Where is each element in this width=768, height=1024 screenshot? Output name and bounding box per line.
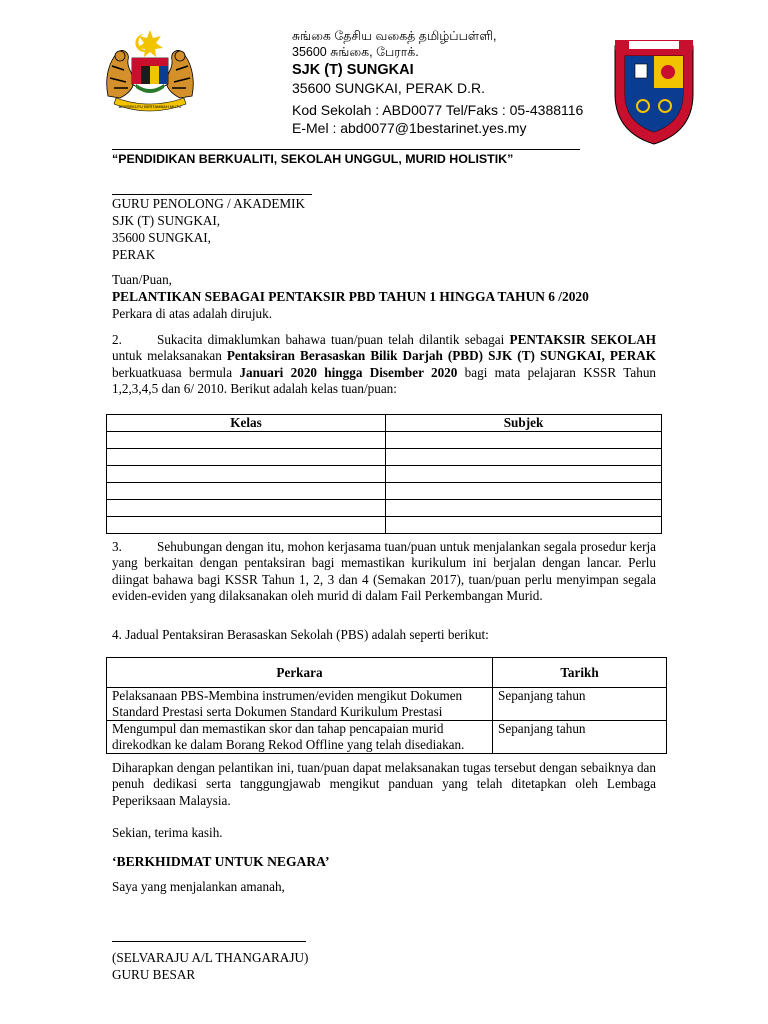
schedule-table <box>106 657 667 754</box>
table-row <box>107 721 667 754</box>
school-address: 35600 SUNGKAI, PERAK D.R. <box>292 80 485 96</box>
malaysia-coat-of-arms-icon <box>100 26 200 116</box>
recipient-line-1: GURU PENOLONG / AKADEMIK <box>112 196 306 211</box>
subject-cell[interactable] <box>386 449 662 466</box>
subject-cell[interactable] <box>386 466 662 483</box>
subject-cell[interactable] <box>386 517 662 534</box>
perkara-header: Perkara <box>107 658 493 688</box>
subject-cell[interactable] <box>386 432 662 449</box>
school-name: SJK (T) SUNGKAI <box>292 62 414 78</box>
perkara-cell: Pelaksanaan PBS-Membina instrumen/eviden mengikut Dokumen Standard Prestasi serta Dokumen Standard Kurikulum Prestasi <box>107 688 493 721</box>
class-cell[interactable] <box>107 483 386 500</box>
school-address-tamil: 35600 சுங்கை, பேராக். <box>292 45 419 59</box>
trust-line: Saya yang menjalankan amanah, <box>112 879 285 894</box>
school-contact: Kod Sekolah : ABD0077 Tel/Faks : 05-4388116 <box>292 102 584 118</box>
table-row <box>107 449 662 466</box>
subject-cell[interactable] <box>386 500 662 517</box>
header-rule <box>112 149 580 150</box>
signature-line <box>112 941 306 942</box>
class-cell[interactable] <box>107 500 386 517</box>
table-row <box>107 688 667 721</box>
class-cell[interactable] <box>107 432 386 449</box>
table-row <box>107 483 662 500</box>
recipient-line-3: 35600 SUNGKAI, <box>112 230 211 245</box>
class-cell[interactable] <box>107 466 386 483</box>
class-cell[interactable] <box>107 517 386 534</box>
class-table <box>106 414 662 534</box>
school-name-tamil: சுங்கை தேசிய வகைத் தமிழ்ப்பள்ளி, <box>292 29 497 43</box>
class-cell[interactable] <box>107 449 386 466</box>
paragraph-2: 2. Sukacita dimaklumkan bahawa tuan/puan telah dilantik sebagai PENTAKSIR SEKOLAH untuk melaksanakan Pentaksiran Berasaskan Bilik Darjah (PBD) SJK (T) SUNGKAI, PERAK berkuatkuasa bermula Januari 2020 hingga Disember 2020 bagi mata pelajaran KSSR Tahun 1,2,3,4,5 dan 6/ 2010. Berikut adalah kelas tuan/puan: <box>112 332 657 397</box>
svg-text:BERSEKUTU BERTAMBAH MUTU: BERSEKUTU BERTAMBAH MUTU <box>118 104 182 109</box>
paragraph-4: 4. Jadual Pentaksiran Berasaskan Sekolah (PBS) adalah seperti berikut: <box>112 627 489 642</box>
table-row <box>107 466 662 483</box>
tarikh-header: Tarikh <box>493 658 667 688</box>
slogan: ‘BERKHIDMAT UNTUK NEGARA’ <box>112 854 330 869</box>
reference-line: Perkara di atas adalah dirujuk. <box>112 306 273 321</box>
paragraph-3: 3. Sehubungan dengan itu, mohon kerjasama tuan/puan untuk menjalankan segala prosedur kerja yang berkaitan dengan pentaksiran bagi memastikan kurikulum ini berjalan dengan lancar. Perlu diingat bahawa bagi KSSR Tahun 1, 2, 3 dan 4 (Semakan 2017), tuan/puan perlu menyimpan segala eviden-eviden yang dilaksanakan oleh murid di dalam Fail Perkembangan Murid. <box>112 539 656 604</box>
table-row <box>107 517 662 534</box>
subject-cell[interactable] <box>386 483 662 500</box>
perkara-cell: Mengumpul dan memastikan skor dan tahap pencapaian murid direkodkan ke dalam Borang Rekod Offline yang telah disediakan. <box>107 721 493 754</box>
salutation: Tuan/Puan, <box>112 272 172 287</box>
closing-paragraph: Diharapkan dengan pelantikan ini, tuan/puan dapat melaksanakan tugas tersebut dengan sebaiknya dan penuh dedikasi serta tanggungjawab mengikut panduan yang telah ditetapkan oleh Lembaga Peperiksaan Malaysia. <box>112 760 656 808</box>
school-crest-icon <box>611 36 697 148</box>
class-header: Kelas <box>107 415 386 432</box>
tarikh-cell: Sepanjang tahun <box>493 688 667 721</box>
table-row <box>107 500 662 517</box>
signer-title: GURU BESAR <box>112 967 196 982</box>
subject-header: Subjek <box>386 415 662 432</box>
school-motto: “PENDIDIKAN BERKUALITI, SEKOLAH UNGGUL, MURID HOLISTIK” <box>112 152 514 166</box>
signer-name: (SELVARAJU A/L THANGARAJU) <box>112 950 309 965</box>
school-email: E-Mel : abd0077@1bestarinet.yes.my <box>292 120 527 136</box>
recipient-line-4: PERAK <box>112 247 156 262</box>
thanks-line: Sekian, terima kasih. <box>112 825 223 840</box>
recipient-rule <box>112 194 312 195</box>
letter-subject: PELANTIKAN SEBAGAI PENTAKSIR PBD TAHUN 1 HINGGA TAHUN 6 /2020 <box>112 289 589 304</box>
table-row <box>107 432 662 449</box>
recipient-line-2: SJK (T) SUNGKAI, <box>112 213 221 228</box>
tarikh-cell: Sepanjang tahun <box>493 721 667 754</box>
